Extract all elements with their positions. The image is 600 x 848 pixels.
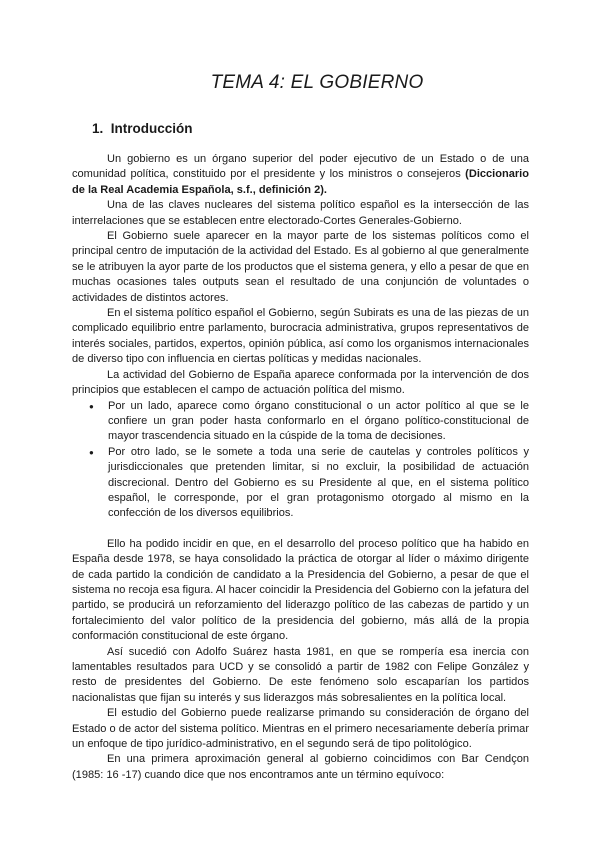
paragraph: La actividad del Gobierno de España aparece conformada por la intervención de dos principios que establecen el campo de actuación política del mismo.	[72, 368, 529, 397]
paragraph: Una de las claves nucleares del sistema político español es la intersección de las interrelaciones que se establecen entre electorado-Cortes Generales-Gobierno.	[72, 199, 529, 227]
document-body	[72, 152, 529, 783]
paragraph: El estudio del Gobierno puede realizarse primando su consideración de órgano del Estado o de actor del sistema político. Mientras en el primero necesariamente debería primar un enfoque de tipo jurídico-administrativo, en el segundo será de tipo politológico.	[72, 707, 529, 751]
paragraph: En una primera aproximación general al gobierno coincidimos con Bar Cendçon (1985: 16 -17) cuando dice que nos encontramos ante un término equívoco:	[72, 753, 529, 781]
definition-text: Un gobierno es un órgano superior del poder ejecutivo de un Estado o de una comunidad política, constituido por el presidente y los ministros o consejeros	[72, 153, 529, 181]
paragraph: El Gobierno suele aparecer en la mayor parte de los sistemas políticos como el principal centro de imputación de la actividad del Estado. Es al gobierno al que generalmente se le atribuyen la ayor parte de los productos que el sistema genera, y ello a pesar de que en muchas ocasiones tales outputs sean el resultado de una conjunción de voluntades o actividades de distintos actores.	[72, 230, 529, 304]
page-title: TEMA 4: EL GOBIERNO	[210, 72, 424, 93]
paragraph: Así sucedió con Adolfo Suárez hasta 1981, en que se rompería esa inercia con lamentables resultados para UCD y se consolidó a partir de 1982 con Felipe González y resto de presidentes del Gobierno. De este fenómeno solo escaparían los partidos nacionalistas que fijan su interés y sus liderazgos más sobresalientes en la política local.	[72, 645, 529, 704]
section-label: Introducción	[110, 121, 193, 136]
paragraph: Ello ha podido incidir en que, en el desarrollo del proceso político que ha habido en España desde 1978, se haya consolidado la práctica de otorgar al líder o máximo dirigente de cada partido la condición de candidato a la Presidencia del Gobierno, a pesar de que el sistema no recoja esa figura. Al hacer coincidir la Presidencia del Gobierno con la jefatura del partido, se producirá un reforzamiento del liderazgo político de las cabezas de partido y un fortalecimiento del valor político de la presidencia del gobierno, más allá de la propia conformación constitucional de este órgano.	[72, 537, 529, 643]
definition-citation: (Diccionario de la Real Academia Española, s.f., definición 2).	[72, 168, 529, 196]
paragraph-definition	[72, 152, 529, 198]
bullet-list	[72, 399, 529, 522]
list-item: ● Por otro lado, se le somete a toda una serie de cautelas y controles políticos y jurisdiccionales que pretenden limitar, si no excluir, la posibilidad de actuación discrecional. Dentro del Gobierno es su Presidente al que, en el sistema político español, le corresponde, por el gran protagonismo otorgado al mismo en la confección de los diversos equilibrios.	[72, 445, 529, 522]
section-heading	[92, 121, 193, 136]
section-number: 1.	[92, 121, 104, 136]
paragraph-gap	[72, 522, 529, 537]
list-item: ● Por un lado, aparece como órgano constitucional o un actor político al que se le confiere un gran poder hasta conformarlo en el órgano político-constitucional de mayor trascendencia situado en la cúspide de la toma de decisiones.	[72, 399, 529, 445]
paragraph: En el sistema político español el Gobierno, según Subirats es una de las piezas de un complicado equilibrio entre parlamento, burocracia administrativa, grupos representativos de interés sociales, partidos, expertos, opinión pública, así como los organismos internacionales de diverso tipo con influencia en ciertas políticas y medidas nacionales.	[72, 307, 529, 366]
